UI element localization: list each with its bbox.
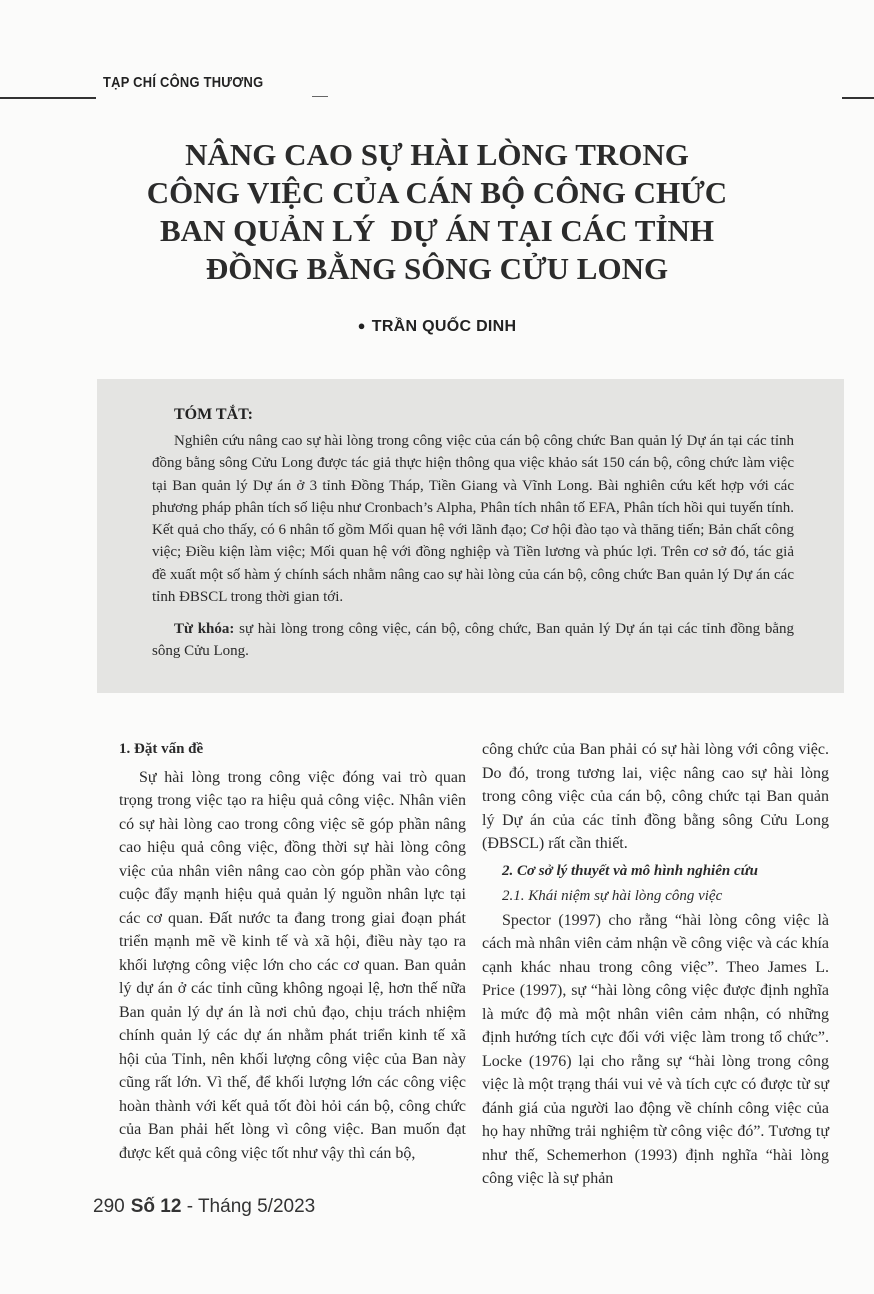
abstract-heading: TÓM TẮT: — [174, 406, 253, 423]
keywords — [152, 618, 794, 663]
abstract-text: Nghiên cứu nâng cao sự hài lòng trong công việc của cán bộ công chức Ban quản lý Dự án tại các tỉnh đồng bằng sông Cửu Long được tác giả thực hiện thông qua việc khảo sát 150 cán bộ, công chức làm việc tại Ban quản lý Dự án ở 3 tỉnh Đồng Tháp, Tiền Giang và Vĩnh Long. Bài nghiên cứu kết hợp với các phương pháp phân tích số liệu như Cronbach’s Alpha, Phân tích nhân tố EFA, Phân tích hồi qui tuyến tính. Kết quả cho thấy, có 6 nhân tố gồm Mối quan hệ với lãnh đạo; Cơ hội đào tạo và thăng tiến; Bản chất công việc; Điều kiện làm việc; Mối quan hệ với đồng nghiệp và Tiền lương và phúc lợi. Trên cơ sở đó, tác giả đề xuất một số hàm ý chính sách nhằm nâng cao sự hài lòng của cán bộ, công chức Ban quản lý Dự án các tỉnh ĐBSCL trong thời gian tới. — [152, 433, 794, 606]
author-line — [0, 318, 874, 336]
title-line: ĐỒNG BẰNG SÔNG CỬU LONG — [205, 251, 669, 286]
page-footer — [93, 1196, 315, 1218]
title-line: BAN QUẢN LÝ DỰ ÁN TẠI CÁC TỈNH — [159, 213, 715, 248]
subsection-heading-2-1: 2.1. Khái niệm sự hài lòng công việc — [502, 888, 723, 904]
section2-paragraph: Spector (1997) cho rằng “hài lòng công việc là cách mà nhân viên cảm nhận về công việc và các khía cạnh khác nhau trong công việc”. Theo James L. Price (1997), sự “hài lòng công việc được định nghĩa là mức độ mà một nhân viên cảm nhận, có những định hướng tích cực đối với việc làm trong tổ chức”. Locke (1976) lại cho rằng sự “hài lòng trong công việc là một trạng thái vui vẻ và tích cực có được từ sự đánh giá của người lao động về chính công việc của họ hay những trải nghiệm từ công việc đó”. Tương tự như thế, Schemerhon (1993) định nghĩa “hài lòng công việc là sự phản — [482, 911, 829, 1187]
header-dash — [312, 96, 328, 97]
header-rule-left — [0, 97, 96, 99]
section-heading-1: 1. Đặt vấn đề — [119, 741, 204, 757]
section-heading-2: 2. Cơ sở lý thuyết và mô hình nghiên cứu — [502, 862, 758, 879]
issue-date: - Tháng 5/2023 — [186, 1196, 316, 1217]
header-rule-right — [842, 97, 874, 99]
body-column-left — [119, 738, 466, 1165]
journal-name: TẠP CHÍ CÔNG THƯƠNG — [103, 74, 264, 91]
keywords-text: sự hài lòng trong công việc, cán bộ, công chức, Ban quản lý Dự án tại các tỉnh đồng bằng sông Cửu Long. — [152, 621, 795, 660]
issue-number: Số 12 — [130, 1196, 182, 1217]
title-line: NÂNG CAO SỰ HÀI LÒNG TRONG — [185, 137, 689, 172]
body-column-right — [482, 738, 829, 1191]
section1-paragraph: Sự hài lòng trong công việc đóng vai trò quan trọng trong việc tạo ra hiệu quả công việc. Nhân viên có sự hài lòng cao trong công việc sẽ góp phần nâng cao hiệu quả công việc, đồng thời sự hài lòng công việc của nhân viên nâng cao còn góp phần vào công cuộc đẩy mạnh hiệu quả quản lý nguồn nhân lực tại các cơ quan. Đất nước ta đang trong giai đoạn phát triển mạnh mẽ về kinh tế và xã hội, điều này tạo ra khối lượng công việc lớn cho các cơ quan. Ban quản lý dự án ở các tỉnh cũng không ngoại lệ, hơn thế nữa Ban quản lý dự án là nơi chủ đạo, chịu trách nhiệm chính quản lý các dự án nhằm phát triển kinh tế xã hội của Tỉnh, nên khối lượng công việc của Ban này cũng rất lớn. Vì thế, để khối lượng lớn các công việc hoàn thành với kết quả tốt đòi hỏi cán bộ, công chức của Ban phải hết lòng vì công việc. Ban muốn đạt được kết quả công việc tốt như vậy thì cán bộ, — [119, 768, 466, 1162]
keywords-label: Từ khóa: — [174, 621, 235, 637]
title-line: CÔNG VIỆC CỦA CÁN BỘ CÔNG CHỨC — [146, 175, 728, 210]
article-title — [0, 136, 874, 288]
bullet-icon: ● — [357, 318, 366, 333]
author-name: TRẦN QUỐC DINH — [371, 318, 517, 335]
section1-paragraph-continued: công chức của Ban phải có sự hài lòng với công việc. Do đó, trong tương lai, việc nâng cao sự hài lòng trong công việc của cán bộ, công chức tại Ban quản lý Dự án của các tỉnh đồng bằng sông Cửu Long (ĐBSCL) rất cần thiết. — [482, 741, 829, 852]
page-number: 290 — [93, 1196, 125, 1217]
